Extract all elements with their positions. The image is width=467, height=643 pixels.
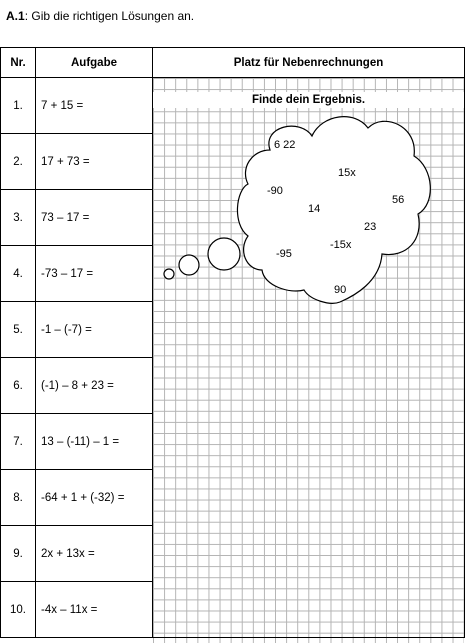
row-nr: 1. (1, 78, 36, 134)
header-nr: Nr. (1, 48, 36, 78)
thought-bubble-medium (179, 255, 199, 275)
row-task: 2x + 13x = (36, 526, 153, 582)
thought-bubble-small (164, 269, 174, 279)
cloud-value: 56 (392, 194, 405, 206)
cloud-value: -15x (330, 239, 352, 251)
row-nr: 10. (1, 582, 36, 638)
cloud-value: 90 (334, 284, 347, 296)
row-task: 73 – 17 = (36, 190, 153, 246)
cloud-value: 23 (364, 221, 377, 233)
row-nr: 6. (1, 358, 36, 414)
header-task: Aufgabe (36, 48, 153, 78)
row-task: 7 + 15 = (36, 78, 153, 134)
cloud-value: -95 (276, 248, 292, 260)
row-nr: 2. (1, 134, 36, 190)
instruction-text: : Gib die richtigen Lösungen an. (24, 9, 195, 23)
row-task: -64 + 1 + (-32) = (36, 470, 153, 526)
find-result-label: Finde dein Ergebnis. (153, 92, 464, 108)
cloud-outline (237, 117, 430, 304)
cloud-value: 6 22 (274, 139, 296, 151)
cloud-value: 15x (338, 167, 356, 179)
row-task: (-1) – 8 + 23 = (36, 358, 153, 414)
row-nr: 5. (1, 302, 36, 358)
row-nr: 7. (1, 414, 36, 470)
row-nr: 3. (1, 190, 36, 246)
header-space: Platz für Nebenrechnungen (153, 48, 465, 78)
cloud-value: 14 (308, 203, 321, 215)
row-task: -73 – 17 = (36, 246, 153, 302)
row-task: -1 – (-7) = (36, 302, 153, 358)
row-nr: 8. (1, 470, 36, 526)
row-task: -4x – 11x = (36, 582, 153, 638)
instruction-label: A.1 (6, 9, 25, 23)
row-task: 13 – (-11) – 1 = (36, 414, 153, 470)
row-nr: 4. (1, 246, 36, 302)
cloud-value: -90 (267, 185, 283, 197)
row-task: 17 + 73 = (36, 134, 153, 190)
row-nr: 9. (1, 526, 36, 582)
thought-bubble-large (208, 238, 240, 270)
